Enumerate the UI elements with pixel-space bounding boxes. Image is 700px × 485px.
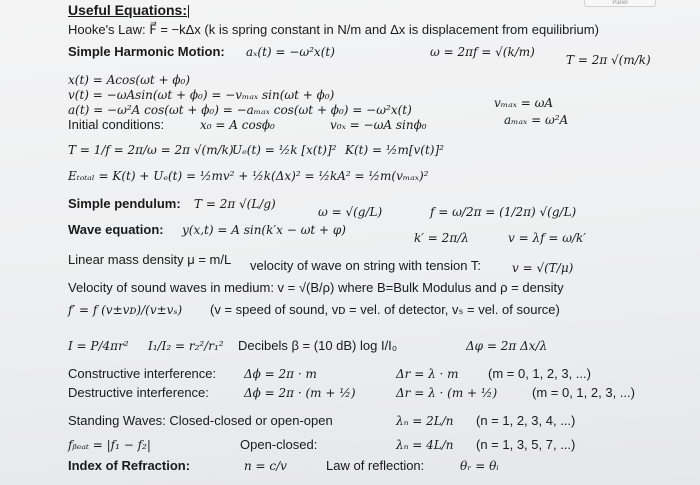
text-cursor	[188, 5, 189, 18]
destructive-m: (m = 0, 1, 2, 3, ...)	[532, 385, 635, 400]
standing-waves-n: (n = 1, 2, 3, 4, ...)	[476, 413, 576, 428]
period-relation: T = 1/f = 2π/ω = 2π √(m/k)	[68, 143, 234, 157]
sound-velocity: Velocity of sound waves in medium: v = √(B/ρ) where B=Bulk Modulus and ρ = density	[68, 280, 564, 295]
string-velocity-label: velocity of wave on string with tension T:	[250, 258, 481, 273]
hooke-law: Hooke's Law: F⃗ = −kΔx (k is spring constant in N/m and Δx is displacement from equilibrium)	[68, 22, 599, 37]
potential-energy: Uₑ(t) = ½k [x(t)]²	[232, 143, 337, 157]
beat-frequency: fᵦₑₐₜ = |f₁ − f₂|	[68, 438, 151, 452]
pendulum-label: Simple pendulum:	[68, 196, 181, 211]
string-velocity-equation: v = √(T/μ)	[512, 261, 574, 275]
velocity-equation: v(t) = −ωAsin(ωt + ϕ₀) = −vₘₐₓ sin(ωt + ϕ₀)	[68, 88, 335, 102]
open-closed-equation: λₙ = 4L/n	[396, 438, 454, 452]
decibels-equation: Decibels β = (10 dB) log I/I₀	[238, 338, 398, 353]
pendulum-frequency: f = ω/2π = (1/2π) √(g/L)	[430, 205, 577, 219]
wavenumber-equation: k′ = 2π/λ	[414, 231, 469, 245]
shm-equation: aₓ(t) = −ω²x(t)	[246, 45, 335, 59]
total-energy: Eₜₒₜₐₗ = K(t) + Uₑ(t) = ½mv² + ½k(Δx)² = ½kA² = ½m(vₘₐₓ)²	[68, 169, 429, 183]
shm-label: Simple Harmonic Motion:	[68, 44, 225, 59]
refraction-equation: n = c/v	[244, 459, 287, 473]
doppler-legend: (v = speed of sound, vᴅ = vel. of detector, vₛ = vel. of source)	[210, 302, 560, 317]
constructive-path: Δr = λ · m	[396, 367, 459, 381]
reflection-label: Law of reflection:	[326, 458, 425, 473]
x0-equation: x₀ = A cosϕ₀	[200, 118, 275, 132]
standing-waves-label: Standing Waves: Closed-closed or open-open	[68, 413, 333, 428]
refraction-label: Index of Refraction:	[68, 458, 191, 473]
amax-equation: aₘₐₓ = ω²A	[504, 113, 569, 127]
constructive-label: Constructive interference:	[68, 366, 217, 381]
wave-speed-equation: v = λf = ω/k′	[508, 231, 587, 245]
intensity-equation: I = P/4πr²	[68, 339, 129, 353]
intensity-ratio: I₁/I₂ = r₂²/r₁²	[148, 339, 224, 353]
position-equation: x(t) = Acos(ωt + ϕ₀)	[68, 73, 191, 87]
pendulum-omega: ω = √(g/L)	[318, 205, 383, 219]
linear-mass-density: Linear mass density μ = m/L	[68, 252, 232, 267]
acceleration-equation: a(t) = −ω²A cos(ωt + ϕ₀) = −aₘₐₓ cos(ωt + ϕ₀) = −ω²x(t)	[68, 103, 412, 117]
v0x-equation: v₀ₓ = −ωA sinϕ₀	[330, 118, 427, 132]
wave-equation: y(x,t) = A sin(k′x − ωt + φ)	[182, 223, 346, 237]
constructive-m: (m = 0, 1, 2, 3, ...)	[488, 366, 591, 381]
kinetic-energy: K(t) = ½m[v(t)]²	[345, 143, 444, 157]
destructive-path: Δr = λ · (m + ½)	[396, 386, 498, 400]
phase-difference: Δφ = 2π Δx/λ	[466, 339, 548, 353]
destructive-label: Destructive interference:	[68, 385, 209, 400]
open-closed-n: (n = 1, 3, 5, 7, ...)	[476, 437, 576, 452]
top-tab: Panel	[584, 0, 656, 7]
reflection-equation: θᵣ = θᵢ	[460, 459, 499, 473]
title-text: Useful Equations:	[68, 2, 188, 18]
constructive-equation: Δϕ = 2π · m	[244, 367, 317, 381]
initial-conditions-label: Initial conditions:	[68, 117, 165, 132]
wave-label: Wave equation:	[68, 222, 164, 237]
doppler-equation: f′ = f (v±vᴅ)/(v±vₛ)	[68, 303, 183, 317]
open-closed-label: Open-closed:	[240, 437, 318, 452]
period-equation: T = 2π √(m/k)	[566, 53, 651, 67]
vmax-equation: vₘₐₓ = ωA	[494, 96, 554, 110]
page-title	[68, 2, 189, 18]
pendulum-period: T = 2π √(L/g)	[194, 197, 276, 211]
standing-waves-equation: λₙ = 2L/n	[396, 414, 454, 428]
destructive-equation: Δϕ = 2π · (m + ½)	[244, 386, 356, 400]
omega-equation: ω = 2πf = √(k/m)	[430, 45, 535, 59]
